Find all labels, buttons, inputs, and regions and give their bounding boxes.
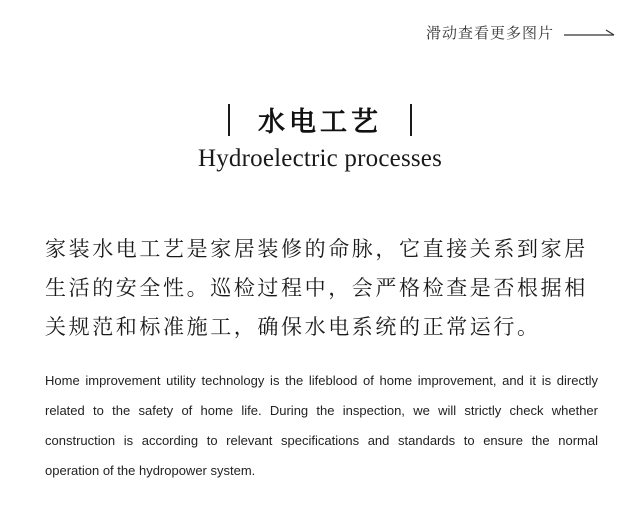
- section-title: [0, 100, 640, 139]
- section-title-chinese: 水电工艺: [258, 107, 382, 138]
- section-title-english: Hydroelectric processes: [197, 145, 443, 172]
- swipe-hint-label: 滑动查看更多图片: [425, 24, 554, 42]
- body-text-chinese: 家装水电工艺是家居装修的命脉，它直接关系到家居生活的安全性。巡检过程中，会严格检查是否根据相关规范和标准施工，确保水电系统的正常运行。: [45, 237, 588, 339]
- body-text-english: Home improvement utility technology is the lifeblood of home improvement, and it is directly related to the safety of home life. During the inspection, we will strictly check whether construction is according to relevant specifications and standards to ensure the normal operation of the hydropower system.: [45, 373, 598, 478]
- title-left-bar: [228, 104, 230, 136]
- long-right-arrow-icon: [564, 28, 616, 38]
- title-right-bar: [410, 104, 412, 136]
- swipe-hint[interactable]: [426, 22, 616, 43]
